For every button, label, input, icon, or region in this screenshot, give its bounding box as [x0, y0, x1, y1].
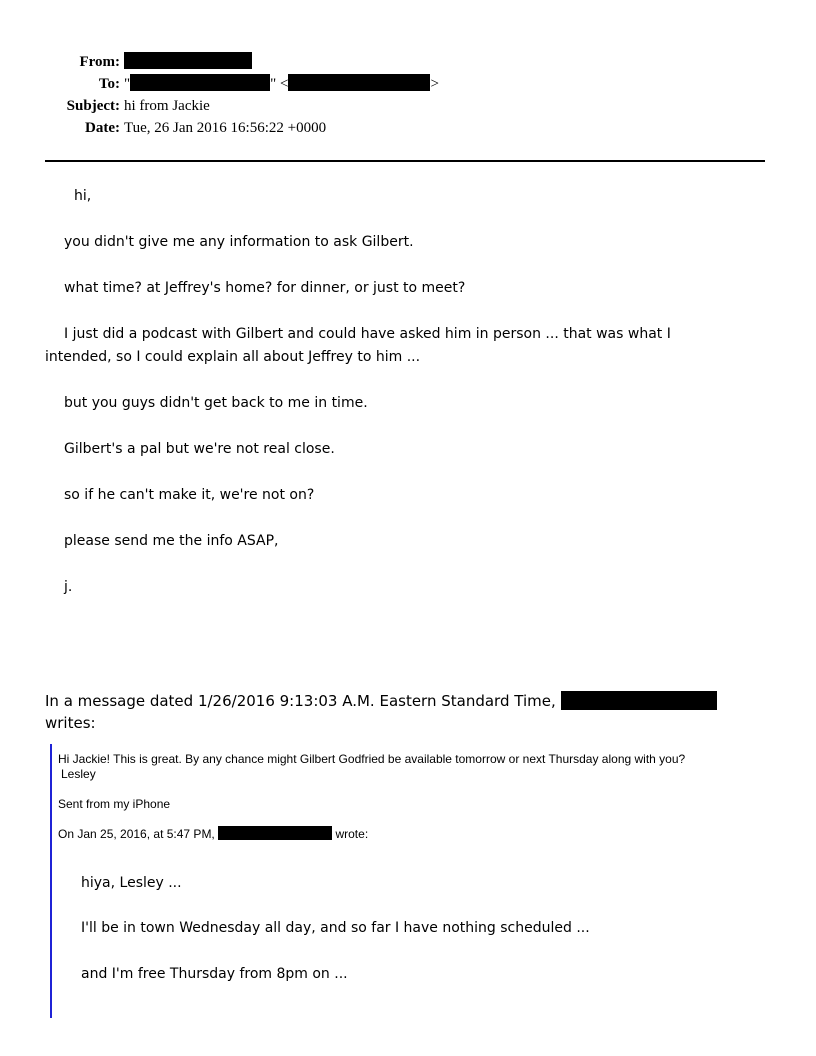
nested-line: and I'm free Thursday from 8pm on ... — [81, 966, 348, 982]
from-row — [0, 52, 816, 72]
to-gt: > — [430, 76, 439, 92]
subject-row — [0, 96, 816, 116]
to-close-quote: " — [270, 76, 277, 92]
attribution-wrote: wrote: — [335, 827, 369, 841]
date-value: Tue, 26 Jan 2016 16:56:22 +0000 — [124, 120, 327, 136]
to-value — [124, 74, 439, 94]
paragraph: what time? at Jeffrey's home? for dinner, or just to meet? — [64, 280, 466, 296]
nested-line: I'll be in town Wednesday all day, and so far I have nothing scheduled ... — [81, 920, 590, 936]
greeting: hi, — [74, 188, 92, 204]
redacted-sender — [561, 691, 717, 710]
subject-value: hi from Jackie — [124, 98, 210, 114]
quoted-line: Hi Jackie! This is great. By any chance might Gilbert Godfried be available tomorrow or next Thursday along with you? — [58, 752, 686, 766]
paragraph: so if he can't make it, we're not on? — [64, 487, 315, 503]
original-intro-text: In a message dated 1/26/2016 9:13:03 A.M. Eastern Standard Time, — [45, 692, 556, 710]
date-label: Date: — [85, 120, 120, 136]
paragraph: you didn't give me any information to ask Gilbert. — [64, 234, 414, 250]
quoted-signature: Sent from my iPhone — [58, 797, 171, 811]
redacted-author — [218, 826, 332, 840]
original-writes: writes: — [45, 714, 96, 732]
quote-bar — [50, 744, 52, 1018]
attribution-prefix: On Jan 25, 2016, at 5:47 PM, — [58, 827, 215, 841]
redacted-to-name — [130, 74, 270, 91]
nested-line: hiya, Lesley ... — [81, 875, 182, 891]
quoted-attribution — [58, 826, 368, 842]
paragraph: but you guys didn't get back to me in time. — [64, 395, 368, 411]
to-row — [0, 74, 816, 94]
redacted-from — [124, 52, 252, 69]
paragraph: Gilbert's a pal but we're not real close. — [64, 441, 335, 457]
to-lt: < — [280, 76, 289, 92]
from-value — [124, 52, 252, 72]
original-intro — [45, 690, 717, 712]
from-label: From: — [79, 54, 120, 70]
signoff: j. — [64, 579, 73, 595]
paragraph: intended, so I could explain all about Jeffrey to him ... — [45, 349, 421, 365]
to-label: To: — [98, 76, 120, 92]
redacted-to-email — [288, 74, 430, 91]
date-row — [0, 118, 816, 138]
paragraph: I just did a podcast with Gilbert and could have asked him in person ... that was what I — [64, 326, 671, 342]
header-divider — [45, 160, 765, 162]
quoted-line: Lesley — [61, 767, 96, 781]
to-open-quote: " — [124, 76, 131, 92]
subject-label: Subject: — [66, 98, 120, 114]
paragraph: please send me the info ASAP, — [64, 533, 279, 549]
